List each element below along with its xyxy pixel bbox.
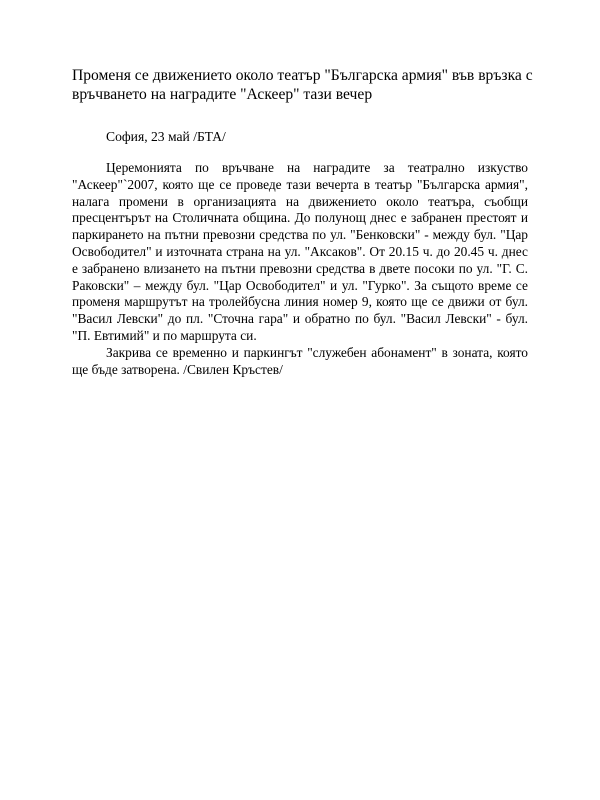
body-paragraph: Закрива се временно и паркингът "служебен абонамент" в зоната, която ще бъде затворена. /Свилен Кръстев/	[72, 344, 528, 377]
article-headline: Променя се движението около театър "Българска армия" във връзка с връчването на наградите "Аскеер" тази вечер	[72, 67, 533, 103]
article-body	[72, 160, 528, 378]
article-dateline: София, 23 май /БТА/	[106, 129, 226, 144]
body-paragraph: Церемонията по връчване на наградите за театрално изкуство "Аскеер"`2007, която ще се проведе тази вечерта в театър "Българска армия", налага промени в организацията на движението около театъра, съобщи пресцентърът на Столичната община. До полунощ днес е забранен престоят и паркирането на пътни превозни средства по ул. "Бенковски" - между бул. "Цар Освободител" и източната страна на ул. "Аксаков". От 20.15 ч. до 20.45 ч. днес е забранено влизането на пътни превозни средства в двете посоки по ул. "Г. С. Раковски" – между бул. "Цар Освободител" и ул. "Гурко". За същото време се променя маршрутът на тролейбусна линия номер 9, която ще се движи от бул. "Васил Левски" до пл. "Сточна гара" и обратно по бул. "Васил Левски" - бул. "П. Евтимий" и по маршрута си.	[72, 160, 528, 343]
